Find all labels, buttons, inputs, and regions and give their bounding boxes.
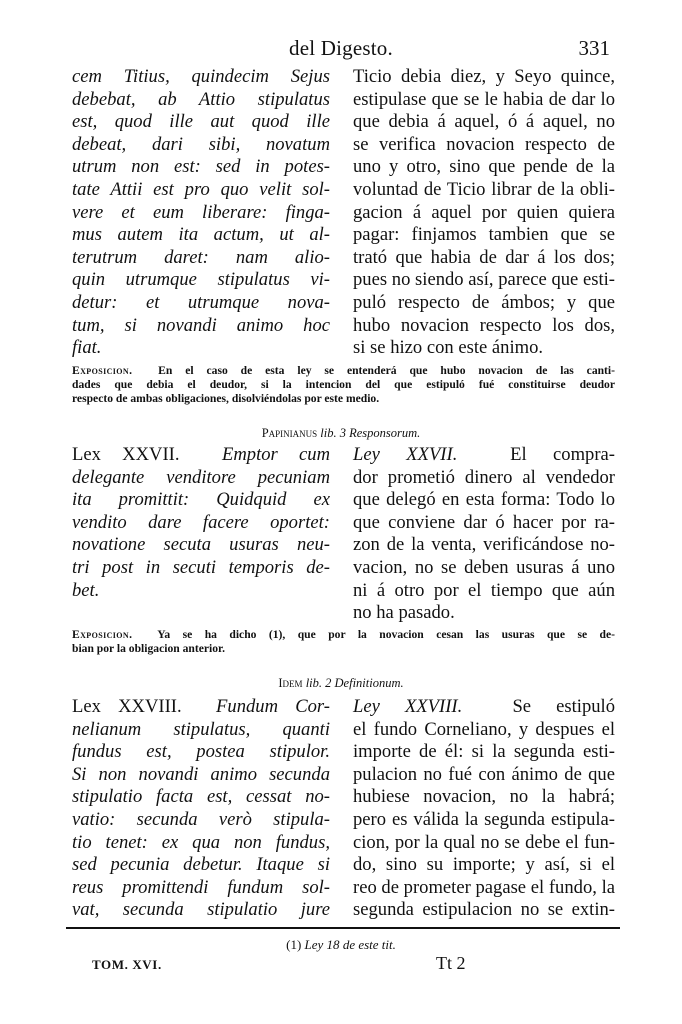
spanish-1-line-8: pagar: finjamos tambien que se	[353, 224, 615, 246]
footnote-marker: (1)	[286, 937, 302, 952]
latin-1-line-11: detur: et utrumque nova-	[72, 291, 330, 313]
exposicion-2-line-2: bian por la obligacion anterior.	[72, 642, 225, 656]
latin-column-lex28	[72, 696, 330, 922]
lex27-label: Lex XXVII.	[72, 444, 180, 465]
ley28-spanish-line-5: pero es válida la segunda estipula-	[353, 808, 615, 830]
exposicion-1	[72, 364, 615, 407]
ley28-spanish-line-6: cion, por la qual no se debe el fun-	[353, 831, 615, 853]
spanish-1-line-5: uno y otro, sino que pende de la	[353, 156, 615, 178]
volume-label: TOM. XVI.	[92, 957, 162, 972]
running-header-title: del Digesto.	[289, 36, 393, 60]
ley27-label: Ley XXVII.	[353, 444, 458, 465]
ley27-spanish-line-6: ni á otro por el tiempo que aún	[353, 579, 615, 601]
ley27-spanish-line-5: vacion, no se deben usuras á uno	[353, 556, 615, 578]
ley28-spanish-line-7: do, sino su importe; y así, si el	[353, 854, 615, 876]
lex27-latin-line-4: novatione secuta usuras neu-	[72, 534, 330, 556]
lex27-latin-line-1: delegante venditore pecuniam	[72, 466, 330, 488]
ley28-label: Ley XXVIII.	[353, 696, 463, 717]
lex28-latin-line-9: vat, secunda stipulatio jure	[72, 899, 330, 921]
lex27-latin-first-line: Lex XXVII. Emptor cum	[72, 444, 330, 465]
ley27-spanish-line-1: dor prometió dinero al vendedor	[353, 466, 615, 488]
footnote-rule	[66, 927, 620, 929]
spanish-1-line-6: voluntad de Ticio librar de la obli-	[353, 178, 615, 200]
spanish-1-line-11: puló respecto de ámbos; y que	[353, 291, 615, 313]
exposicion-1-line-1: Exposicion. En el caso de esta ley se entenderá que hubo novacion de las canti-	[72, 364, 616, 377]
section-heading-idem: Idem lib. 2 Definitionum.	[278, 676, 404, 690]
latin-1-line-3: est, quod ille aut quod ille	[72, 111, 330, 133]
ley28-spanish-first-line: Ley XXVIII. Se estipuló	[353, 696, 616, 717]
spanish-1-line-13: si se hizo con este ánimo.	[353, 337, 544, 359]
page-number: 331	[578, 36, 610, 60]
lex28-latin-line-2: fundus est, postea stipulor.	[72, 741, 330, 763]
lex28-latin-first-line: Lex XXVIII. Fundum Cor-	[72, 696, 330, 717]
lex28-latin-line-4: stipulatio facta est, cessat no-	[72, 786, 330, 808]
ley27-spanish-line-3: que conviene dar ó hacer por ra-	[353, 511, 615, 533]
signature-mark: Tt 2	[436, 953, 466, 973]
latin-1-line-9: terutrum daret: nam alio-	[72, 246, 330, 268]
lex27-latin-line-3: vendito dare facere oportet:	[72, 511, 330, 533]
spanish-column-lex27	[353, 444, 615, 625]
latin-1-line-12: tum, si novandi animo hoc	[72, 314, 330, 336]
latin-1-line-10: quin utrumque stipulatus vi-	[72, 269, 330, 291]
spanish-1-line-7: gacion á aquel por quien quiera	[353, 201, 615, 223]
spanish-1-line-2: estipulase que se le habia de dar lo	[353, 88, 615, 110]
lex27-latin-line-5: tri post in secuti temporis de-	[72, 556, 330, 578]
ley28-spanish-line-4: hubiese novacion, no la habrá;	[353, 786, 615, 808]
latin-1-line-8: mus autem ita actum, ut al-	[72, 224, 330, 246]
latin-1-line-5: utrum non est: sed in potes-	[72, 156, 330, 178]
ley28-spanish-line-2: importe de él: si la segunda esti-	[353, 741, 615, 763]
ley27-spanish-line-7: no ha pasado.	[353, 602, 455, 624]
lex28-latin-line-8: reus promittendi fundum sol-	[72, 876, 330, 898]
exposicion-1-line-3: respecto de ambas obligaciones, disolviéndolas por este medio.	[72, 392, 380, 406]
latin-1-line-1: cem Titius, quindecim Sejus	[72, 66, 330, 87]
ley27-spanish-line-2: que delegó en esta forma: Todo lo	[353, 489, 615, 511]
spanish-1-line-9: trató que habia de dar á los dos;	[353, 246, 615, 268]
lex28-latin-line-7: sed pecunia debetur. Itaque si	[72, 854, 330, 876]
lex28-latin-line-3: Si non novandi animo secunda	[72, 763, 330, 785]
latin-1-line-4: debeat, dari sibi, novatum	[72, 133, 330, 155]
ley28-spanish-line-8: reo de prometer pagase el fundo, la	[353, 876, 615, 898]
ley28-spanish-line-9: segunda estipulacion no se extin-	[353, 899, 615, 921]
lex28-label: Lex XXVIII.	[72, 696, 182, 717]
spanish-1-line-4: se verifica novacion respecto de	[353, 133, 615, 155]
latin-1-line-13: fiat.	[72, 337, 102, 359]
ley27-spanish-line-4: zon de la venta, verificándose no-	[353, 534, 615, 556]
latin-1-line-7: vere et eum liberare: finga-	[72, 201, 330, 223]
latin-column-1	[72, 66, 330, 360]
section-heading-papinianus: Papinianus lib. 3 Responsorum.	[261, 426, 421, 440]
latin-column-lex27	[72, 444, 330, 602]
lex28-latin-line-1: nelianum stipulatus, quanti	[72, 718, 330, 740]
lex27-latin-line-2: ita promittit: Quidquid ex	[72, 489, 330, 511]
latin-1-line-6: tate Attii est pro quo velit sol-	[72, 178, 330, 200]
spanish-column-1	[353, 66, 615, 360]
spanish-1-line-1: Ticio debia diez, y Seyo quince,	[353, 66, 615, 87]
lex27-latin-line-6: bet.	[72, 579, 100, 601]
exposicion-2-line-1: Exposicion. Ya se ha dicho (1), que por la novacion cesan las usuras que se de-	[72, 628, 615, 641]
exposicion-1-line-2: dades que debia el deudor, si la intencion del que estipuló fué constituirse deudor	[72, 378, 615, 392]
spanish-1-line-12: hubo novacion respecto los dos,	[353, 314, 615, 336]
spanish-column-lex28	[353, 696, 615, 922]
spanish-1-line-10: pues no siendo así, parece que esti-	[353, 269, 615, 291]
ley28-spanish-line-3: pulacion no fué con ánimo de que	[353, 763, 615, 785]
footnote: (1) Ley 18 de este tit.	[286, 937, 396, 952]
lex28-latin-line-5: vatio: secunda verò stipula-	[72, 808, 330, 830]
latin-1-line-2: debebat, ab Attio stipulatus	[72, 88, 330, 110]
spanish-1-line-3: que debia á aquel, ó á aquel, no	[353, 111, 615, 133]
ley27-spanish-first-line: Ley XXVII. El compra-	[353, 444, 615, 465]
exposicion-2	[72, 628, 615, 656]
ley28-spanish-line-1: el fundo Corneliano, y despues el	[353, 718, 615, 740]
exposicion-label: Exposicion.	[72, 628, 133, 641]
exposicion-label: Exposicion.	[72, 364, 133, 377]
lex28-latin-line-6: tio tenet: ex qua non fundus,	[72, 831, 330, 853]
